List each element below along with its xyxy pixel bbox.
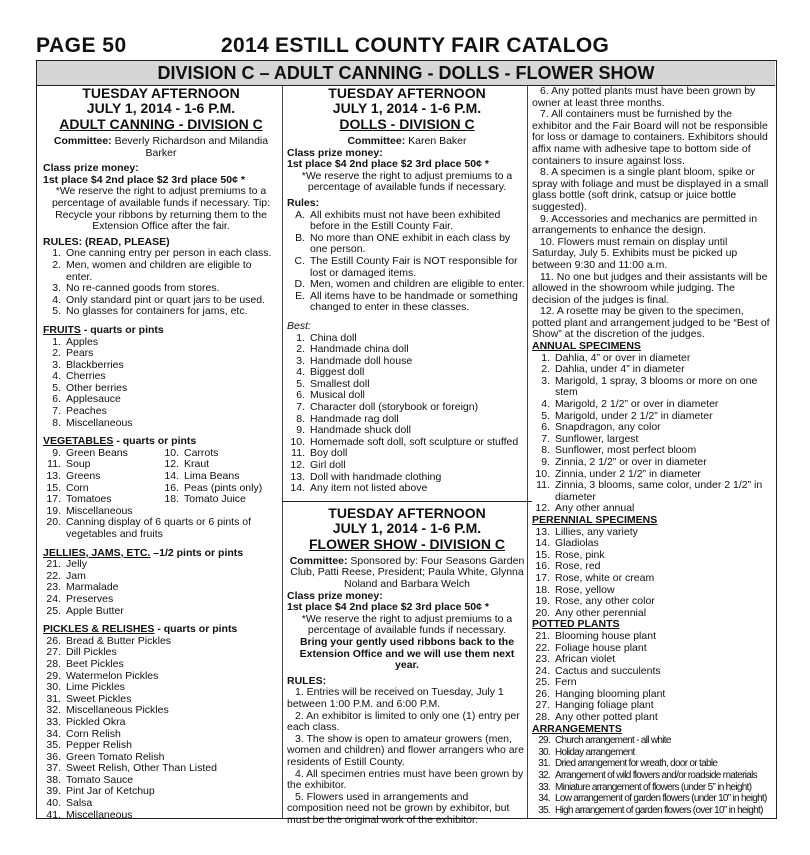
division-frame	[36, 60, 777, 826]
list-item: 7. Character doll (storybook or foreign)	[296, 401, 479, 414]
section-title: FLOWER SHOW - DIVISION C	[309, 535, 505, 552]
pickles-heading: PICKLES & RELISHES - quarts or pints	[43, 623, 238, 636]
list-item: 25. Fern	[535, 676, 577, 689]
list-item: 8. Sunflower, most perfect bloom	[541, 444, 697, 457]
rule-paragraph: 10. Flowers must remain on display until Saturday, July 5. Exhibits must be picked up between 9:30 and 11:00 a.m.	[532, 235, 738, 271]
list-item: 1. China doll	[296, 331, 357, 344]
list-item: 33. Pickled Okra	[46, 715, 126, 728]
list-item: 29. Watermelon Pickles	[46, 669, 159, 682]
rule-paragraph: 3. The show is open to amateur growers (men, women and children) and flower arrangers who are residents of Estill County.	[287, 732, 524, 768]
list-item: A. All exhibits must not have been exhibited before in the Estill County Fair.	[295, 208, 501, 233]
list-item: 2. Dahlia, under 4” in diameter	[541, 363, 685, 376]
section-day: TUESDAY AFTERNOON	[328, 85, 486, 101]
list-item: 23. Marmalade	[46, 581, 119, 594]
best-label: Best:	[287, 319, 311, 332]
list-item: 2. Handmade china doll	[296, 343, 409, 356]
pickles-list	[43, 636, 279, 822]
page-header	[36, 34, 776, 60]
list-item: 27. Dill Pickles	[46, 646, 117, 659]
prize-line: 1st place $4 2nd place $2 3rd place 50¢ *	[287, 158, 489, 171]
list-item: 5. Marigold, under 2 1/2” in diameter	[541, 409, 713, 422]
prize-label: Class prize money:	[287, 589, 383, 602]
page-number: PAGE 50	[36, 34, 127, 57]
list-item: 39. Pint Jar of Ketchup	[46, 785, 155, 798]
rule-paragraph: 6. Any potted plants must have been grown by owner at least three months.	[532, 85, 756, 109]
list-item: 6. Snapdragon, any color	[541, 421, 661, 434]
list-item: 4. Marigold, 2 1/2” or over in diameter	[541, 398, 719, 411]
section-title: DOLLS - DIVISION C	[339, 116, 475, 132]
list-item: 26. Bread & Butter Pickles	[46, 634, 172, 647]
annual-heading: ANNUAL SPECIMENS	[532, 340, 641, 353]
list-item: D. Men, women and children are eligible to enter.	[294, 278, 525, 291]
list-item: 32. Arrangement of wild flowers and/or roadside materials	[538, 770, 757, 782]
list-item: 7. Sunflower, largest	[541, 432, 639, 445]
list-item: 3. Blackberries	[52, 358, 124, 371]
list-item: 15. Corn	[46, 481, 89, 494]
list-item: 23. African violet	[535, 653, 616, 666]
flower-column	[532, 86, 772, 818]
list-item: 18. Tomato Juice	[164, 493, 246, 506]
list-item: B. No more than ONE exhibit in each class by one person.	[295, 231, 511, 256]
list-item: 3. Marigold, 1 spray, 3 blooms or more on one stem	[541, 374, 758, 399]
list-item: 34. Corn Relish	[46, 727, 121, 740]
list-item: 13. Greens	[46, 470, 101, 483]
list-item: 28. Beet Pickles	[46, 657, 124, 670]
rule-paragraph: 8. A specimen is a single plant bloom, spike or spray with foliage and must be displayed in a small glass bottle (soft drink, catsup or juice bottle suggested).	[532, 166, 769, 213]
list-item: 37. Sweet Relish, Other Than Listed	[46, 762, 217, 775]
prize-line: 1st place $4 2nd place $2 3rd place 50¢ *	[287, 601, 489, 614]
dolls-column	[287, 85, 527, 826]
rule-paragraph: 2. An exhibitor is limited to only one (1) entry per each class.	[287, 709, 520, 734]
list-item: 22. Foliage house plant	[535, 641, 647, 654]
list-item: 11. Zinnia, 3 blooms, same color, under 2 1/2” in diameter	[536, 479, 763, 503]
section-date: JULY 1, 2014 - 1-6 P.M.	[86, 100, 236, 116]
list-item: 31. Dried arrangement for wreath, door or table	[538, 758, 718, 770]
list-item: 11. Boy doll	[291, 447, 348, 460]
list-item: 17. Rose, white or cream	[535, 571, 655, 584]
list-item: 35. High arrangement of garden flowers (over 10” in height)	[538, 804, 763, 816]
jellies-heading: JELLIES, JAMS, ETC. –1/2 pints or pints	[43, 546, 244, 559]
list-item: 29. Church arrangement - all white	[538, 735, 671, 747]
ribbon-note: Bring your gently used ribbons back to the Extension Office and we will use them next year.	[299, 635, 515, 672]
list-item: 7. Peaches	[52, 405, 107, 418]
catalog-title: 2014 ESTILL COUNTY FAIR CATALOG	[221, 34, 610, 57]
list-item: 16. Peas (pints only)	[164, 481, 263, 494]
list-item: 35. Pepper Relish	[46, 739, 132, 752]
list-item: 13. Doll with handmade clothing	[290, 470, 442, 483]
list-item: 27. Hanging foliage plant	[535, 699, 654, 712]
list-item: 1. Apples	[52, 335, 99, 348]
list-item: 8. Miscellaneous	[52, 416, 133, 429]
rules-title: RULES: (READ, PLEASE)	[43, 235, 170, 248]
column-divider	[282, 86, 283, 818]
list-item: 16. Rose, red	[535, 560, 601, 573]
list-item: 6. Musical doll	[296, 389, 365, 402]
list-item: 14. Any item not listed above	[290, 482, 428, 495]
list-item: 12. Girl doll	[290, 459, 346, 472]
list-item: 4. Cherries	[52, 370, 106, 383]
rule-paragraph: 7. All containers must be furnished by the exhibitor and the Fair Board will not be responsible for loss or damage to containers. Exhibitors should affix name with adhesive tape to bottom side of containers to insure against loss.	[532, 108, 768, 167]
list-item: 31. Sweet Pickles	[46, 692, 132, 705]
list-item: 26. Hanging blooming plant	[535, 687, 666, 700]
perennial-heading: PERENNIAL SPECIMENS	[532, 513, 658, 526]
list-item: 38. Tomato Sauce	[46, 773, 134, 786]
fruits-heading: FRUITS - quarts or pints	[43, 323, 164, 336]
rule-paragraph: 12. A rosette may be given to the specimen, potted plant and arrangement judged to be “Best of Show” at the discretion of the judges.	[532, 305, 770, 341]
list-item: 3. No re-canned goods from stores.	[52, 282, 220, 295]
annual-list	[532, 353, 772, 515]
list-item: 36. Green Tomato Relish	[46, 750, 165, 763]
rule-paragraph: 1. Entries will be received on Tuesday, July 1 between 1:00 P.M. and 6:00 P.M.	[287, 686, 504, 710]
reserve-note: *We reserve the right to adjust premiums to a percentage of available funds if necessary. Tip: Recycle your ribbons by returning them to the Extension Office after the fair.	[51, 185, 271, 233]
arrangements-heading: ARRANGEMENTS	[532, 722, 622, 735]
reserve-note: *We reserve the right to adjust premiums to a percentage of available funds if necessary.	[301, 169, 513, 194]
potted-heading: POTTED PLANTS	[532, 618, 620, 631]
section-day: TUESDAY AFTERNOON	[328, 504, 486, 521]
list-item: 21. Blooming house plant	[535, 629, 656, 642]
perennial-list	[532, 527, 772, 620]
committee: Committee: Sponsored by: Four Seasons Garden Club, Patti Reese, President; Paula White, Glynna Noland and Barbara Welch	[289, 554, 525, 590]
list-item: 11. Soup	[47, 458, 91, 471]
list-item: 25. Apple Butter	[46, 604, 124, 617]
list-item: 14. Lima Beans	[164, 470, 240, 483]
list-item: 33. Miniature arrangement of flowers (under 5” in height)	[538, 781, 752, 793]
list-item: 18. Rose, yellow	[535, 583, 615, 596]
list-item: 30. Lime Pickles	[46, 681, 125, 694]
rule-paragraph: 9. Accessories and mechanics are permitted in arrangements to enhance the design.	[532, 212, 758, 237]
section-title: ADULT CANNING - DIVISION C	[59, 116, 263, 132]
list-item: 9. Green Beans	[52, 446, 128, 459]
list-item: 1. One canning entry per person in each class.	[52, 247, 272, 260]
list-item: 20. Canning display of 6 quarts or 6 pints of vegetables and fruits	[46, 516, 252, 540]
rules-list	[287, 210, 527, 314]
prize-label: Class prize money:	[287, 146, 383, 159]
list-item: 9. Handmade shuck doll	[296, 424, 411, 437]
list-item: 5. No glasses for containers for jams, etc.	[52, 305, 248, 318]
list-item: 5. Other berries	[52, 381, 128, 394]
list-item: 24. Cactus and succulents	[535, 664, 661, 677]
rule-paragraph: 5. Flowers used in arrangements and composition need not be grown by exhibitor, but must be the original work of the exhibitor.	[287, 790, 510, 826]
division-banner: DIVISION C – ADULT CANNING - DOLLS - FLOWER SHOW	[37, 61, 775, 86]
list-item: 5. Smallest doll	[296, 377, 370, 390]
rule-paragraph: 4. All specimen entries must have been grown by the exhibitor.	[287, 767, 524, 792]
list-item: 17. Tomatoes	[46, 493, 112, 506]
reserve-note: *We reserve the right to adjust premiums to a percentage of available funds if necessary.	[301, 612, 513, 637]
list-item: 4. Only standard pint or quart jars to be used.	[52, 293, 266, 306]
list-item: E. All items have to be handmade or something changed to enter in these classes.	[295, 289, 518, 314]
list-item: 13. Lillies, any variety	[535, 525, 638, 538]
vegetables-heading: VEGETABLES - quarts or pints	[43, 435, 197, 448]
jellies-list	[43, 559, 279, 617]
list-item: 4. Biggest doll	[296, 366, 365, 379]
rules-title: Rules:	[287, 196, 320, 209]
list-item: 8. Handmade rag doll	[296, 412, 399, 425]
list-item: 19. Rose, any other color	[535, 595, 655, 608]
list-item: 30. Holiday arrangement	[538, 746, 635, 758]
list-item: 41. Miscellaneous	[46, 808, 133, 821]
list-item: 3. Handmade doll house	[296, 354, 413, 367]
section-date: JULY 1, 2014 - 1-6 P.M.	[332, 519, 482, 536]
list-item: 21. Jelly	[46, 558, 88, 571]
list-item: 2. Pears	[52, 347, 94, 360]
canning-column	[43, 85, 279, 821]
rules-list	[532, 86, 772, 341]
list-item: 40. Salsa	[46, 797, 93, 810]
dolls-list	[287, 333, 527, 495]
column-divider	[527, 86, 528, 818]
list-item: 22. Jam	[46, 569, 86, 582]
list-item: C. The Estill County Fair is NOT responsible for lost or damaged items.	[294, 254, 518, 279]
committee: Committee: Karen Baker	[347, 135, 467, 147]
list-item: 10. Zinnia, under 2 1/2” in diameter	[535, 467, 701, 480]
list-item: 10. Carrots	[164, 446, 219, 459]
prize-label: Class prize money:	[43, 162, 139, 175]
list-item: 1. Dahlia, 4” or over in diameter	[541, 351, 691, 364]
list-item: 19. Miscellaneous	[46, 504, 133, 517]
prize-line: 1st place $4 2nd place $2 3rd place 50¢ *	[43, 173, 245, 186]
list-item: 28. Any other potted plant	[535, 711, 658, 724]
list-item: 2. Men, women and children are eligible to enter.	[52, 258, 252, 283]
arrangements-list	[532, 735, 772, 816]
section-date: JULY 1, 2014 - 1-6 P.M.	[332, 100, 482, 116]
list-item: 12. Kraut	[164, 458, 210, 471]
list-item: 20. Any other perennial	[535, 606, 647, 619]
rule-paragraph: 11. No one but judges and their assistants will be allowed in the showroom while judging. The decision of the judges is final.	[532, 270, 768, 306]
list-item: 15. Rose, pink	[535, 548, 605, 561]
list-item: 6. Applesauce	[52, 393, 121, 406]
fruits-list	[43, 337, 279, 430]
list-item: 9. Zinnia, 2 1/2” or over in diameter	[541, 456, 707, 468]
potted-list	[532, 631, 772, 724]
rules-list	[43, 248, 279, 318]
list-item: 12. Any other annual	[535, 502, 635, 515]
list-item: 34. Low arrangement of garden flowers (under 10” in height)	[538, 793, 767, 805]
list-item: 14. Gladiolas	[535, 537, 599, 550]
rules-list	[287, 687, 527, 826]
list-item: 24. Preserves	[46, 592, 114, 605]
vegetables-list	[43, 448, 279, 518]
committee: Committee: Beverly Richardson and Milandia Barker	[53, 135, 269, 159]
rules-title: RULES:	[287, 674, 327, 687]
section-day: TUESDAY AFTERNOON	[82, 85, 240, 101]
list-item: 32. Miscellaneous Pickles	[46, 704, 169, 717]
list-item: 10. Homemade soft doll, soft sculpture or stuffed	[290, 435, 519, 448]
